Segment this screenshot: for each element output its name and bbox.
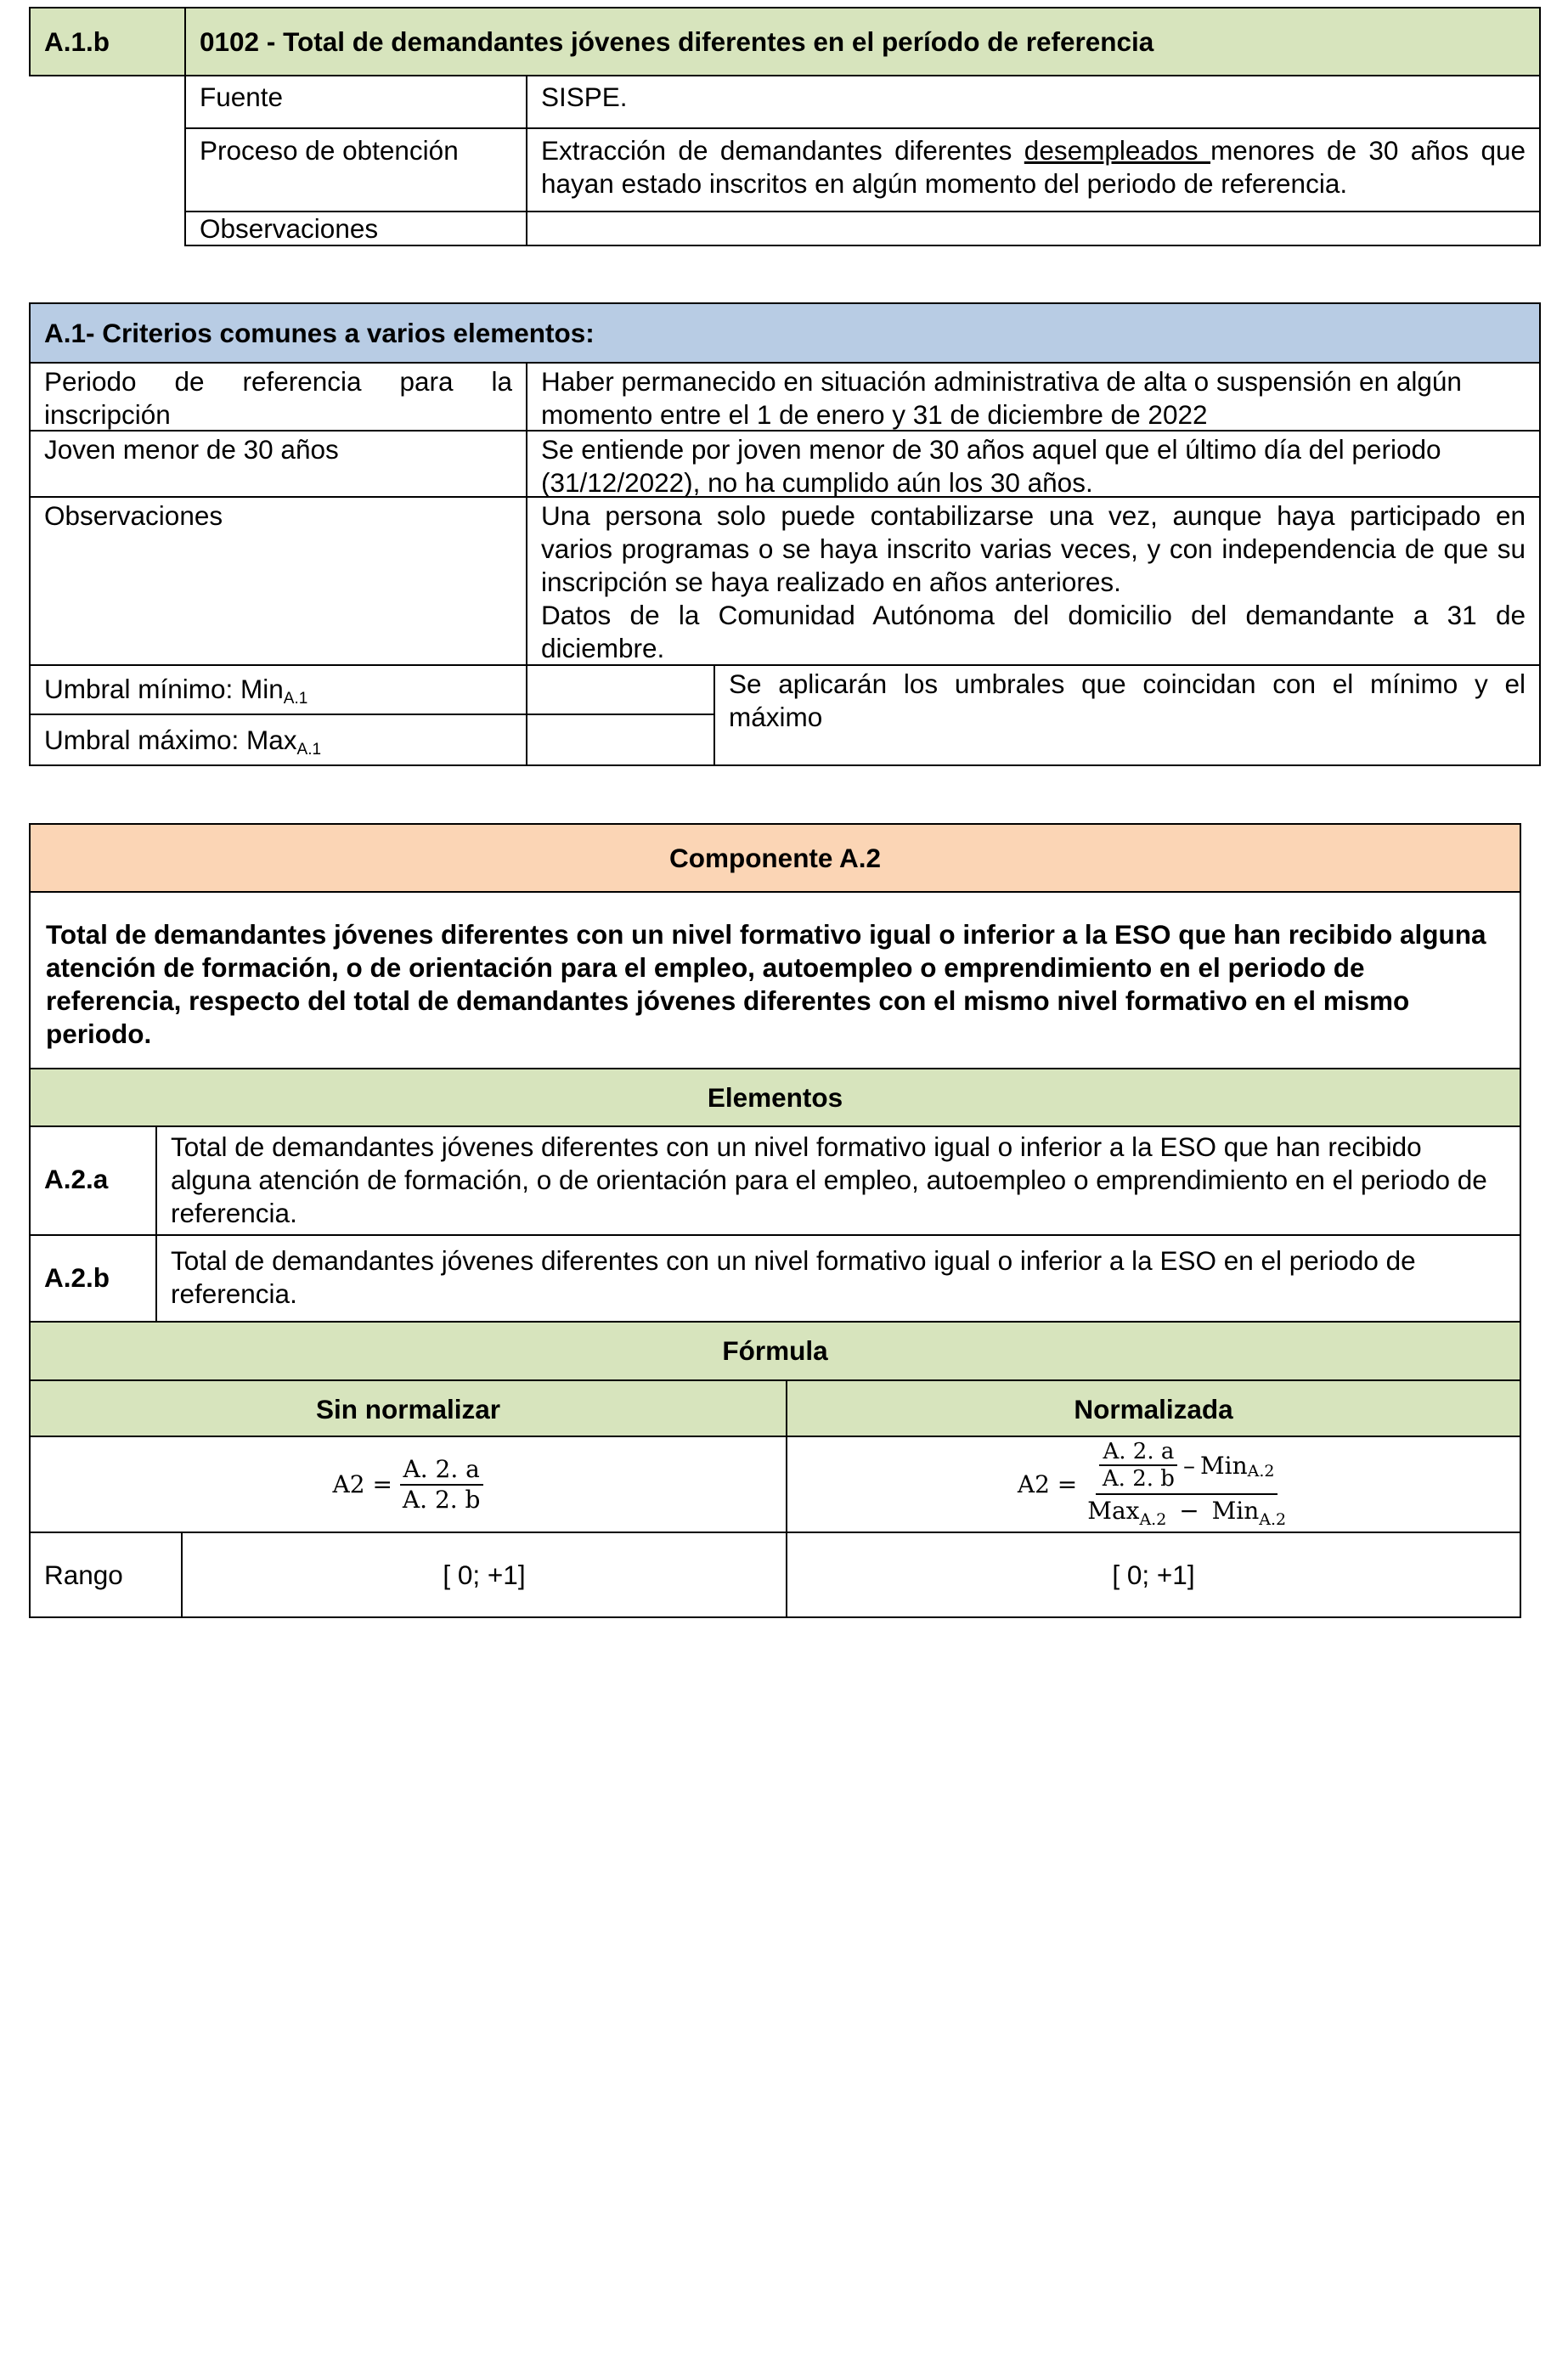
a1b-code: A.1.b (29, 7, 186, 76)
obs-paragraph-2: Datos de la Comunidad Autónoma del domicilio del demandante a 31 de diciembre. (541, 600, 1526, 663)
proceso-value: Extracción de demandantes diferentes desempleados menores de 30 años que hayan estado inscritos en algún momento del periodo de referencia. (526, 127, 1541, 212)
periodo-label: Periodo de referencia para la inscripción (29, 362, 527, 432)
rango-normalizada: [ 0; +1] (786, 1532, 1521, 1618)
formula-normalizada: A2 = $\frac{A. 2. a}{A. 2. b}$ – Min A.2 Max$_{A.2}$ − Min$_{A.2}$ (786, 1436, 1521, 1533)
umbral-min-value (526, 664, 715, 715)
formula-header: Fórmula (29, 1321, 1521, 1381)
elementos-header: Elementos (29, 1068, 1521, 1127)
joven-value: Se entiende por joven menor de 30 años aquel que el último día del periodo (31/12/2022), no ha cumplido aún los 30 años. (526, 430, 1541, 498)
element-a2b-code: A.2.b (29, 1234, 157, 1323)
a2-description: Total de demandantes jóvenes diferentes con un nivel formativo igual o inferior a la ESO que han recibido alguna atención de formación, o de orientación para el empleo, autoempleo o emprendimiento en el periodo de referencia, respecto del total de demandantes jóvenes diferentes con el mismo nivel formativo en el mismo periodo. (29, 891, 1521, 1069)
normalizada-header: Normalizada (786, 1379, 1521, 1437)
sin-normalizar-header: Sin normalizar (29, 1379, 787, 1437)
element-a2a-text: Total de demandantes jóvenes diferentes con un nivel formativo igual o inferior a la ESO que han recibido alguna atención de formación, o de orientación para el empleo, autoempleo o emprendimiento en el periodo de referencia. (155, 1125, 1521, 1236)
a2-header: Componente A.2 (29, 823, 1521, 893)
element-a2a-code: A.2.a (29, 1125, 157, 1236)
umbral-max-label: Umbral máximo: MaxA.1 (29, 714, 527, 766)
inner-fraction: $\frac{A. 2. a}{A. 2. b}$ (1099, 1439, 1178, 1492)
observaciones-value (526, 211, 1541, 246)
fuente-label: Fuente (184, 75, 527, 129)
obs-value (526, 496, 1541, 666)
underlined-term: desempleados (1024, 135, 1211, 166)
observaciones-label: Observaciones (184, 211, 527, 246)
fraction: $\frac{A. 2. a}{A. 2. b}$ (399, 1455, 484, 1515)
fuente-value: SISPE. (526, 75, 1541, 129)
obs-label: Observaciones (29, 496, 527, 666)
obs-paragraph-1: Una persona solo puede contabilizarse una vez, aunque haya participado en varios programas o se haya inscrito varias veces, y con independencia de que su inscripción se haya realizado en años anteriores. (541, 500, 1526, 597)
formula-sin-normalizar: A2 = $\frac{A. 2. a}{A. 2. b}$ (29, 1436, 787, 1533)
joven-label: Joven menor de 30 años (29, 430, 527, 498)
a1-title: A.1- Criterios comunes a varios elementos: (29, 302, 1541, 364)
normalized-fraction: $\frac{A. 2. a}{A. 2. b}$ – Min A.2 Max$_{A.2}$ − Min$_{A.2}$ (1087, 1439, 1287, 1529)
proceso-label: Proceso de obtención (184, 127, 527, 212)
element-a2b-text: Total de demandantes jóvenes diferentes con un nivel formativo igual o inferior a la ESO en el periodo de referencia. (155, 1234, 1521, 1323)
rango-sin-normalizar: [ 0; +1] (181, 1532, 787, 1618)
a1b-title: 0102 - Total de demandantes jóvenes diferentes en el período de referencia (184, 7, 1541, 76)
umbral-note: Se aplicarán los umbrales que coincidan con el mínimo y el máximo (713, 664, 1541, 766)
umbral-min-label: Umbral mínimo: MinA.1 (29, 664, 527, 715)
umbral-max-value (526, 714, 715, 766)
periodo-value: Haber permanecido en situación administrativa de alta o suspensión en algún momento entre el 1 de enero y 31 de diciembre de 2022 (526, 362, 1541, 432)
rango-label: Rango (29, 1532, 183, 1618)
